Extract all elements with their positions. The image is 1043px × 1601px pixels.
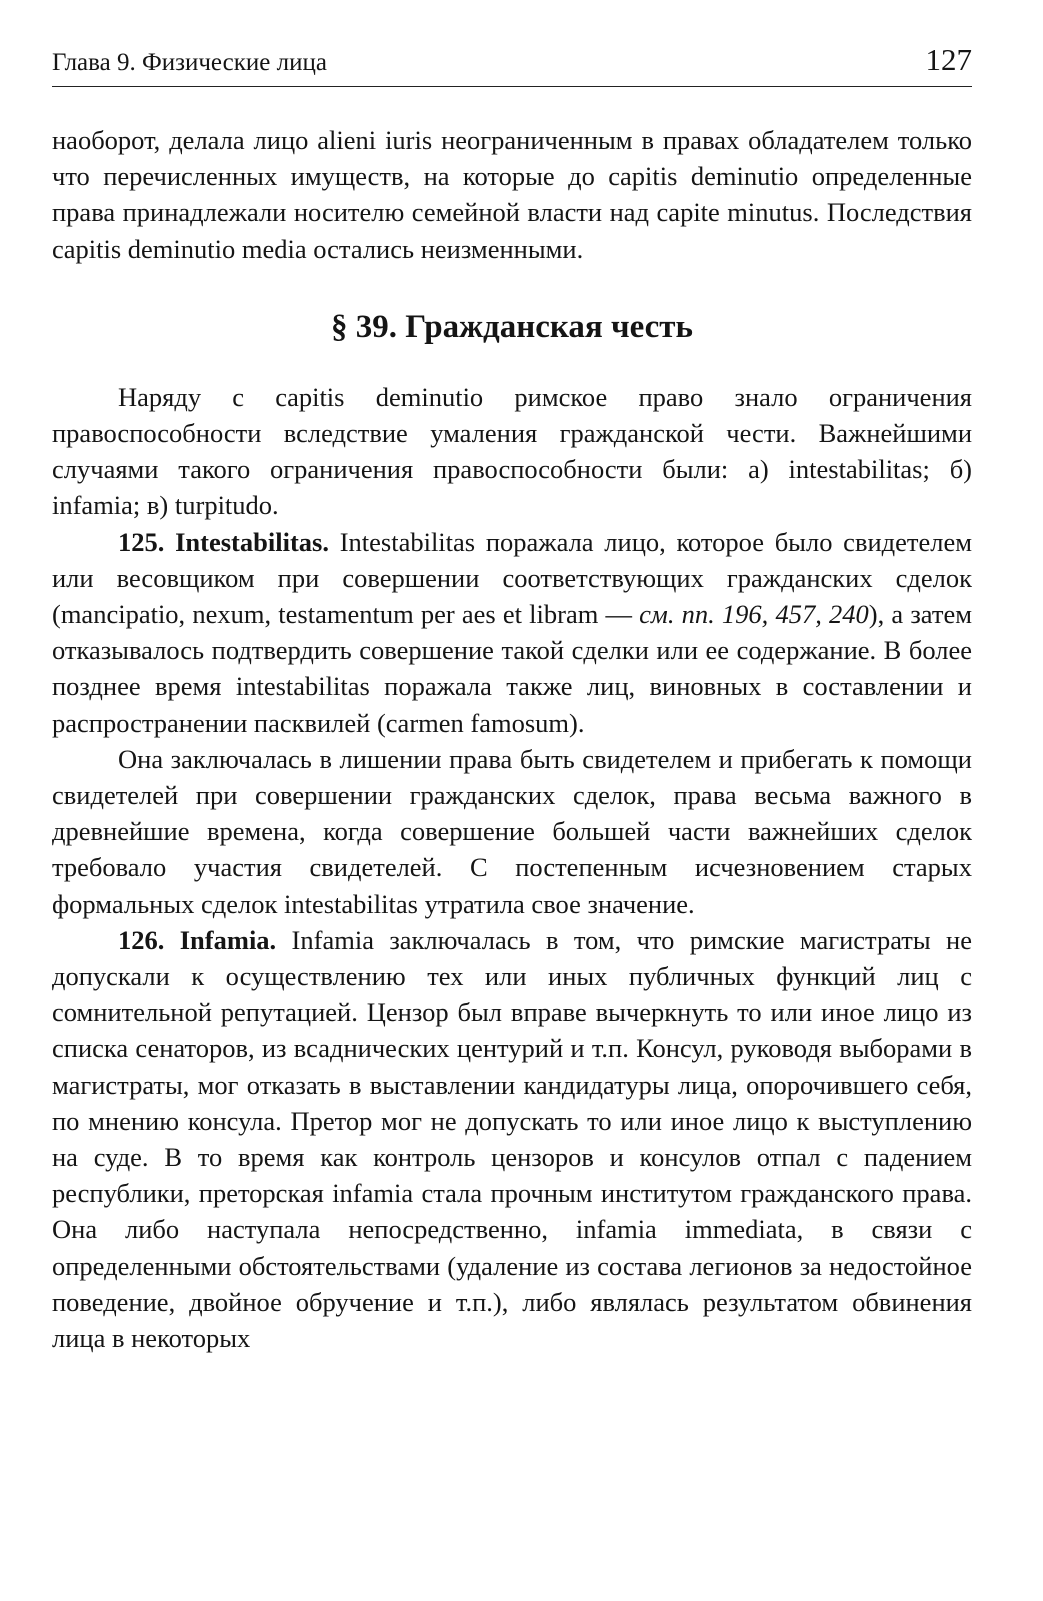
section-title: § 39. Гражданская честь (331, 308, 693, 345)
item-text-125-b: ), а затем отказывалось подтвердить совершение такой сделки или ее содержание. В более позднее время intestabilitas поражала также лиц, виновных в составлении и распространении пасквилей (carmen famosum). (52, 599, 972, 738)
item-text-125-a: Intestabilitas поражала лицо, которое было свидетелем или весовщиком при совершении соответствующих гражданских сделок (mancipatio, nexum, testamentum per aes et libram — (52, 526, 972, 630)
item-text-126: Infamia заключалась в том, что римские магистраты не допускали к осуществлению тех или иных публичных функций лиц с сомнительной репутацией. Цензор был вправе вычеркнуть то или иное лицо из списка сенаторов, из всаднических центурий и т.п. Консул, руководя выборами в магистраты, мог отказать в выставлении кандидатуры лица, опорочившего себя, по мнению консула. Претор мог не допускать то или иное лицо к выступлению на суде. В то время как контроль цензоров и консулов отпал с падением республики, преторская infamia стала прочным институтом гражданского права. Она либо наступала непосредственно, infamia immediata, в связи с определенными обстоятельствами (удаление из состава легионов за недостойное поведение, двойное обручение и т.п.), либо являлась результатом обвинения лица в некоторых (52, 924, 972, 1354)
page-header (52, 40, 972, 87)
paragraph-intestabilitas-effect: Она заключалась в лишении права быть свидетелем и прибегать к помощи свидетелей при совершении гражданских сделок, права весьма важного в древнейшие времена, когда совершение большей части важнейших сделок требовало участия свидетелей. С постепенным исчезновением старых формальных сделок intestabilitas утратила свое значение. (52, 743, 972, 919)
paragraph-item-125 (52, 524, 972, 741)
page-number: 127 (925, 42, 972, 77)
paragraph-item-126 (52, 922, 972, 1356)
item-heading-126: 126. Infamia. (118, 924, 277, 955)
item-heading-125: 125. Intestabilitas. (118, 526, 329, 557)
running-head: Глава 9. Физические лица (52, 49, 327, 76)
paragraph-continuation: наоборот, делала лицо alieni iuris неограниченным в правах обладателем только что перечисленных имуществ, на которые до capitis deminutio определенные права принадлежали носителю семейной власти над capite minutus. Последствия capitis deminutio media остались неизменными. (52, 125, 972, 264)
cross-reference: см. пп. 196, 457, 240 (639, 599, 869, 630)
paragraph-intro: Наряду с capitis deminutio римское право знало ограничения правоспособности вследствие умаления гражданской чести. Важнейшими случаями такого ограничения правоспособности были: а) intestabilitas; б) infamia; в) turpitudo. (52, 381, 972, 521)
page-body (52, 122, 972, 1356)
